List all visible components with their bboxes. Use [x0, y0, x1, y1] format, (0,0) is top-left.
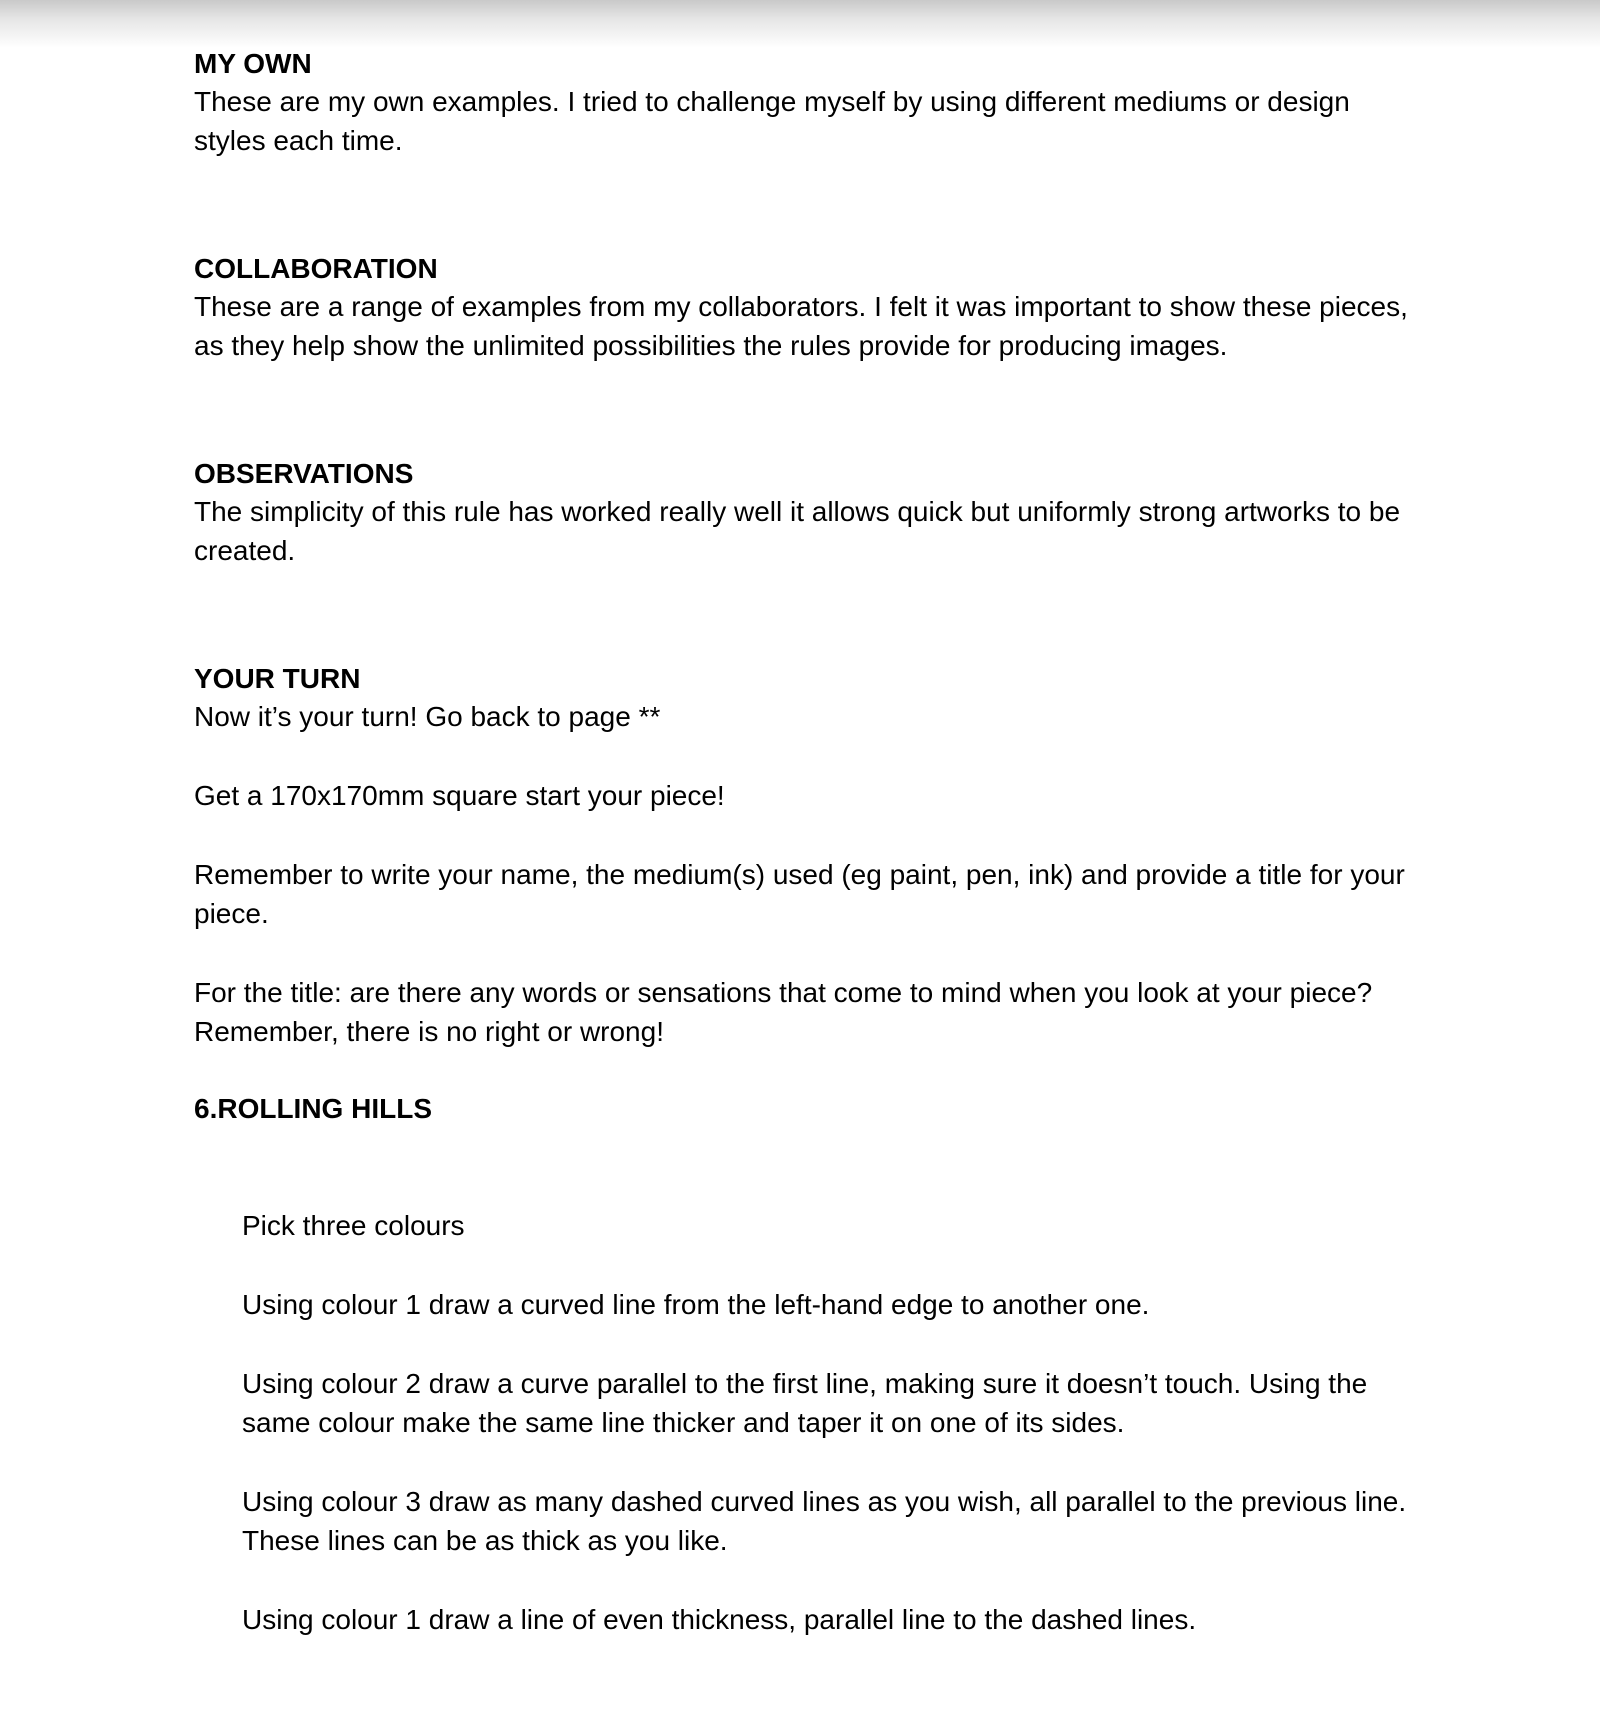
heading-my-own: MY OWN	[194, 48, 312, 79]
section-my-own	[194, 46, 1424, 160]
section-collaboration	[194, 251, 1424, 365]
section-your-turn	[194, 661, 1424, 1051]
step-5: Using colour 1 draw a line of even thickness, parallel line to the dashed lines.	[242, 1604, 1197, 1635]
document-page	[194, 46, 1424, 1639]
paragraph-your-turn-1: Now it’s your turn! Go back to page **	[194, 701, 661, 732]
heading-collaboration: COLLABORATION	[194, 253, 438, 284]
step-2: Using colour 1 draw a curved line from the left-hand edge to another one.	[242, 1289, 1150, 1320]
heading-your-turn: YOUR TURN	[194, 663, 361, 694]
paragraph-observations: The simplicity of this rule has worked really well it allows quick but uniformly strong artworks to be created.	[194, 496, 1401, 566]
step-3: Using colour 2 draw a curve parallel to the first line, making sure it doesn’t touch. Using the same colour make the same line thicker and taper it on one of its sides.	[242, 1368, 1368, 1438]
viewer-top-shadow	[0, 0, 1600, 48]
rolling-hills-steps	[194, 1206, 1424, 1639]
heading-rolling-hills: 6.ROLLING HILLS	[194, 1093, 432, 1124]
step-4: Using colour 3 draw as many dashed curved lines as you wish, all parallel to the previous line. These lines can be as thick as you like.	[242, 1486, 1407, 1556]
heading-observations: OBSERVATIONS	[194, 458, 414, 489]
step-1: Pick three colours	[242, 1210, 465, 1241]
paragraph-my-own: These are my own examples. I tried to challenge myself by using different mediums or design styles each time.	[194, 86, 1350, 156]
paragraph-your-turn-3: Remember to write your name, the medium(s) used (eg paint, pen, ink) and provide a title for your piece.	[194, 859, 1405, 929]
paragraph-collaboration: These are a range of examples from my collaborators. I felt it was important to show these pieces, as they help show the unlimited possibilities the rules provide for producing images.	[194, 291, 1408, 361]
section-observations	[194, 456, 1424, 570]
paragraph-your-turn-2: Get a 170x170mm square start your piece!	[194, 780, 725, 811]
paragraph-your-turn-4: For the title: are there any words or sensations that come to mind when you look at your piece? Remember, there is no right or wrong!	[194, 977, 1373, 1047]
section-rolling-hills	[194, 1091, 1424, 1639]
